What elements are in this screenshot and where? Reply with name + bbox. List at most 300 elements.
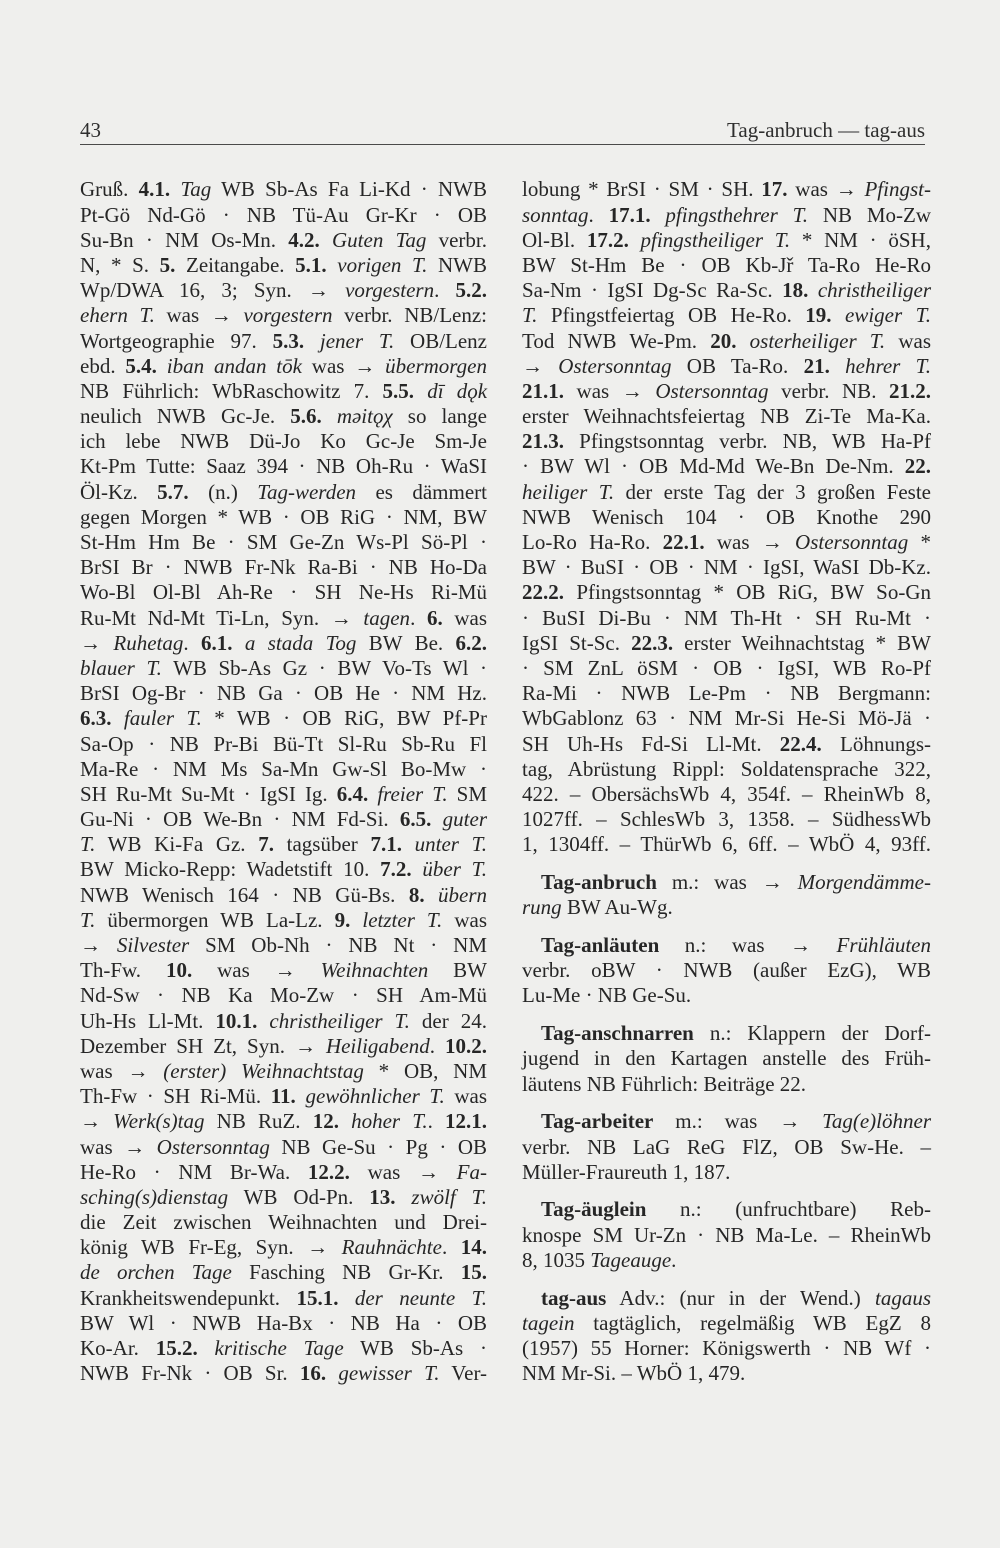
bold-text: 21. <box>803 353 830 378</box>
italic-text: mǝitǫχ <box>336 404 393 429</box>
text-run: NWB Wenisch 164 · NB Gü-Bs. <box>80 882 409 907</box>
text-run: n.: was → <box>659 933 837 958</box>
italic-text: kritische Tage <box>214 1336 344 1361</box>
text-line <box>522 1160 931 1185</box>
text-run: WB Sb-As Gz · BW Vo-Ts Wl · <box>161 655 488 680</box>
text-run: Lo-Ro Ha-Ro. <box>522 530 663 555</box>
text-run: SH Uh-Hs Fd-Si Ll-Mt. <box>522 731 780 756</box>
text-line <box>80 1109 487 1134</box>
text-run: N, * S. <box>80 252 160 277</box>
text-run <box>808 278 817 302</box>
italic-text: vorgestern <box>345 278 435 303</box>
text-line <box>522 983 931 1008</box>
text-run: verbr. NB. <box>768 378 889 403</box>
entry-list <box>522 870 931 1386</box>
text-run: lobung * BrSI · SM · SH. <box>522 177 762 202</box>
text-line <box>80 278 487 303</box>
bold-text: 5.5. <box>382 378 415 403</box>
text-run: tagtäglich, regelmäßig WB EgZ 8 <box>574 1310 931 1335</box>
text-line <box>80 580 487 605</box>
text-line <box>522 656 931 681</box>
text-line <box>80 329 487 354</box>
text-run: m.: was → <box>656 870 798 895</box>
bold-text: 6.2. <box>455 630 488 655</box>
text-run <box>304 329 320 353</box>
bold-text: 18. <box>782 278 809 303</box>
bold-text: 7.1. <box>370 832 402 857</box>
text-run: Dezember SH Zt, Syn. → <box>80 1033 326 1058</box>
text-run: WB Ki-Fa Gz. <box>95 832 259 857</box>
bold-text: 20. <box>710 328 737 353</box>
text-line <box>80 1311 487 1336</box>
text-line <box>522 606 931 631</box>
bold-text: 12.2. <box>307 1159 350 1184</box>
text-line <box>80 303 487 328</box>
italic-text: Heiligabend <box>325 1033 430 1058</box>
text-line <box>522 1072 931 1097</box>
bold-text: 22.1. <box>662 530 705 555</box>
bold-text: 12.1. <box>445 1109 487 1134</box>
text-run: WbGablonz 63 · NM Mr-Si He-Si Mö-Jä · <box>522 706 931 731</box>
text-line <box>80 1361 487 1386</box>
italic-text: Tageauge <box>590 1247 672 1272</box>
text-run <box>170 177 180 201</box>
text-line <box>522 782 931 807</box>
text-run: n.: Klappern der Dorf- <box>693 1021 931 1046</box>
text-line <box>80 253 487 278</box>
text-run <box>431 807 442 831</box>
dictionary-entry <box>522 1197 931 1273</box>
text-line <box>80 1034 487 1059</box>
italic-text: a stada Tog <box>244 630 357 655</box>
bold-text: 5.6. <box>290 404 322 429</box>
text-run: Löhnungs- <box>821 731 931 756</box>
text-line <box>80 908 487 933</box>
text-run: 8, 1035 <box>522 1247 591 1272</box>
italic-text: vorigen T. <box>337 252 428 277</box>
text-run: was <box>444 1084 488 1109</box>
text-run <box>368 782 377 806</box>
entry-headword: Tag-anbruch <box>541 870 657 895</box>
bold-text: 22. <box>904 454 931 479</box>
text-line <box>522 278 931 303</box>
bold-text: 21.1. <box>522 378 564 403</box>
italic-text: gewöhnlicher T. <box>305 1084 445 1109</box>
text-run: BW St-Hm Be · OB Kb-Jř Ta-Ro He-Ro <box>522 252 931 277</box>
italic-text: hoher T. <box>351 1109 428 1134</box>
italic-text: christheiliger <box>817 278 931 303</box>
text-run: was → <box>80 1134 157 1159</box>
text-line <box>80 1260 487 1285</box>
text-run <box>402 832 415 856</box>
text-run: . <box>183 630 201 655</box>
text-line <box>522 303 931 328</box>
text-run: Pfingstsonntag verbr. NB, WB Ha-Pf <box>564 429 931 454</box>
bold-text: 5. <box>159 252 176 277</box>
italic-text: ewiger T. <box>845 303 931 328</box>
italic-text: Weihnachten <box>320 958 429 983</box>
italic-text: Ostersonntag <box>156 1134 270 1159</box>
italic-text: unter T. <box>414 832 487 857</box>
text-run: NB Mo-Zw <box>808 202 931 227</box>
text-line <box>80 1185 487 1210</box>
text-run: OB/Lenz <box>394 328 488 353</box>
italic-text: der neunte T. <box>354 1285 487 1310</box>
text-line <box>80 606 487 631</box>
text-run <box>257 1009 269 1033</box>
text-run: Wp/DWA 16, 3; Syn. → <box>80 278 346 303</box>
running-head: Tag-anbruch — tag-aus <box>727 118 925 142</box>
text-run: . <box>588 202 609 227</box>
text-run: Pt-Gö Nd-Gö · NB Tü-Au Gr-Kr · OB <box>80 202 487 227</box>
text-line <box>80 429 487 454</box>
italic-text: letzter T. <box>362 907 443 932</box>
text-run <box>651 203 666 227</box>
text-run: gegen Morgen * WB · OB RiG · NM, BW <box>80 504 487 529</box>
text-run: WB Sb-As · <box>343 1336 487 1361</box>
text-line <box>522 1135 931 1160</box>
text-run: jugend in den Kartagen anstelle des Früh- <box>522 1046 931 1071</box>
text-run: 422. – ObersächsWb 4, 354f. – RheinWb 8, <box>522 781 931 806</box>
text-run: . <box>410 605 427 630</box>
italic-text: sonntag <box>522 202 589 227</box>
bold-text: 10.1. <box>215 1008 258 1033</box>
italic-text: de orchen Tage <box>80 1260 232 1285</box>
text-run: verbr. NB/Lenz: <box>332 303 488 328</box>
italic-text: blauer T. <box>80 655 162 680</box>
text-run <box>832 303 845 327</box>
bold-text: 15.1. <box>296 1285 339 1310</box>
text-line <box>80 454 487 479</box>
text-line <box>80 832 487 857</box>
text-line <box>80 1336 487 1361</box>
text-run: verbr. oBW · NWB (außer EzG), WB <box>522 958 931 983</box>
bold-text: 10.2. <box>445 1033 487 1058</box>
entry-continuation <box>522 177 931 857</box>
bold-text: 17.1. <box>608 202 651 227</box>
text-line <box>522 580 931 605</box>
text-run <box>112 706 124 730</box>
text-run: ebd. <box>80 353 126 378</box>
text-line <box>522 555 931 580</box>
text-run: Sa-Op · NB Pr-Bi Bü-Tt Sl-Ru Sb-Ru Fl <box>80 731 487 756</box>
text-run <box>339 1109 351 1133</box>
italic-text: (erster) Weihnachtstag <box>163 1058 364 1083</box>
text-run: Ru-Mt Nd-Mt Ti-Ln, Syn. → <box>80 605 364 630</box>
text-run: He-Ro · NM Br-Wa. <box>80 1159 308 1184</box>
bold-text: 5.4. <box>125 353 157 378</box>
text-line <box>522 933 931 958</box>
text-line <box>522 454 931 479</box>
text-run: knospe SM Ur-Zn · NB Ma-Le. – RheinWb <box>522 1222 931 1247</box>
text-run: . <box>434 278 456 303</box>
text-line <box>522 354 931 379</box>
text-run: . <box>671 1247 677 1272</box>
page-header <box>80 117 925 143</box>
text-line <box>80 1160 487 1185</box>
text-run: Gruß. <box>80 177 139 202</box>
text-run: was → <box>192 958 321 983</box>
text-run: was <box>885 328 932 353</box>
entry-headword: Tag-arbeiter <box>541 1109 654 1134</box>
text-run: was → <box>564 378 656 403</box>
text-run: Ol-Bl. <box>522 227 587 252</box>
text-run <box>322 404 337 428</box>
text-run <box>425 883 438 907</box>
text-run: Pfingstfeiertag OB He-Ro. <box>537 303 806 328</box>
text-line <box>522 253 931 278</box>
italic-text: rung <box>522 895 562 920</box>
text-line <box>80 203 487 228</box>
text-run <box>327 253 338 277</box>
text-run <box>157 354 167 378</box>
italic-text: dī dǫk <box>427 378 488 403</box>
text-line <box>80 480 487 505</box>
text-run: . <box>427 1109 445 1134</box>
text-run: WB Od-Pn. <box>228 1184 370 1209</box>
text-line <box>522 757 931 782</box>
bold-text: 5.7. <box>157 479 189 504</box>
bold-text: 6.4. <box>336 781 369 806</box>
text-line <box>522 1311 931 1336</box>
dictionary-entry <box>522 1109 931 1185</box>
text-run: Ra-Mi · NWB Le-Pm · NB Bergmann: <box>522 681 931 706</box>
italic-text: pfingsthehrer T. <box>665 202 809 227</box>
text-run <box>396 1185 412 1209</box>
text-line <box>80 1286 487 1311</box>
text-line <box>80 177 487 202</box>
text-run: Su-Bn · NM Os-Mn. <box>80 227 289 252</box>
text-line <box>80 555 487 580</box>
text-run: NWB <box>427 252 487 277</box>
italic-text: T. <box>522 303 538 328</box>
text-run: NM Mr-Si. – WbÖ 1, 479. <box>522 1361 746 1386</box>
text-run: Zeitangabe. <box>175 252 296 277</box>
text-line <box>80 1210 487 1235</box>
bold-text: 9. <box>334 907 351 932</box>
italic-text: tagaus <box>874 1285 931 1310</box>
bold-text: 5.2. <box>455 278 488 303</box>
text-line <box>80 1135 487 1160</box>
italic-text: Morgendämme- <box>797 870 931 895</box>
bold-text: 16. <box>299 1361 327 1386</box>
bold-text: 17. <box>761 177 788 202</box>
text-line <box>80 1059 487 1084</box>
text-line <box>80 1084 487 1109</box>
text-line <box>80 807 487 832</box>
text-line <box>80 958 487 983</box>
text-run: was → <box>301 353 386 378</box>
text-run: was → <box>787 177 865 202</box>
text-line <box>522 1109 931 1134</box>
bold-text: 17.2. <box>586 227 629 252</box>
italic-text: iban andan tōk <box>166 353 302 378</box>
text-line <box>80 857 487 882</box>
text-run: Tod NWB We-Pm. <box>522 328 711 353</box>
text-run <box>414 379 427 403</box>
text-run: NWB Fr-Nk · OB Sr. <box>80 1361 300 1386</box>
text-run: tag, Abrüstung Rippl: Soldatensprache 322, <box>522 756 931 781</box>
text-run: * <box>908 530 931 555</box>
italic-text: jener T. <box>319 328 395 353</box>
bold-text: 6.1. <box>200 630 233 655</box>
text-run: Adv.: (nur in der Wend.) <box>606 1285 875 1310</box>
dictionary-entry <box>522 1021 931 1097</box>
text-line <box>80 933 487 958</box>
text-line <box>522 681 931 706</box>
italic-text: Ostersonntag <box>558 353 672 378</box>
text-run: (n.) <box>188 479 258 504</box>
text-line <box>80 732 487 757</box>
header-rule <box>80 144 925 145</box>
text-run: SH Ru-Mt Su-Mt · IgSI Ig. <box>80 781 337 806</box>
text-line <box>80 505 487 530</box>
text-line <box>80 706 487 731</box>
text-run <box>320 228 332 252</box>
italic-text: Tag-werden <box>257 479 357 504</box>
text-run: Th-Fw · SH Ri-Mü. <box>80 1084 271 1109</box>
italic-text: hehrer T. <box>845 353 932 378</box>
text-run: ich lebe NWB Dü-Jo Ko Gc-Je Sm-Je <box>80 429 487 454</box>
text-line <box>522 404 931 429</box>
text-run: . <box>441 1235 461 1260</box>
italic-text: freier T. <box>377 781 448 806</box>
text-line <box>80 404 487 429</box>
text-run: 1027ff. – SchlesWb 3, 1358. – SüdhessWb <box>522 807 931 832</box>
text-run: Ver- <box>439 1361 488 1386</box>
text-run: BW Micko-Repp: Wadetstift 10. <box>80 857 381 882</box>
text-line <box>522 429 931 454</box>
text-line <box>522 1336 931 1361</box>
text-line <box>80 681 487 706</box>
italic-text: übermorgen <box>385 353 487 378</box>
italic-text: pfingstheiliger T. <box>640 227 791 252</box>
text-line <box>80 354 487 379</box>
text-run: verbr. NB LaG ReG FlZ, OB Sw-He. – <box>522 1134 931 1159</box>
text-run: tagsüber <box>273 832 371 857</box>
text-run: Wo-Bl Ol-Bl Ah-Re · SH Ne-Hs Ri-Mü <box>80 580 487 605</box>
text-line <box>80 656 487 681</box>
text-run: IgSI St-Sc. <box>522 630 632 655</box>
text-run: Gu-Ni · OB We-Bn · NM Fd-Si. <box>80 807 400 832</box>
italic-text: T. <box>80 907 96 932</box>
text-run: übermorgen WB La-Lz. <box>95 907 335 932</box>
italic-text: ehern T. <box>80 303 155 328</box>
text-run: so lange <box>392 404 488 429</box>
text-run <box>296 1084 306 1108</box>
text-line <box>522 203 931 228</box>
text-run: Ma-Re · NM Ms Sa-Mn Gw-Sl Bo-Mw · <box>80 756 487 781</box>
text-run <box>326 1361 338 1385</box>
italic-text: christheiliger T. <box>269 1008 410 1033</box>
text-line <box>522 1046 931 1071</box>
text-run: SM <box>447 781 488 806</box>
text-line <box>522 1223 931 1248</box>
italic-text: Ostersonntag <box>655 378 769 403</box>
text-run: was → <box>154 303 244 328</box>
text-run: (1957) 55 Horner: Königswerth · NB Wf · <box>522 1336 931 1361</box>
italic-text: sching(s)dienstag <box>80 1184 229 1209</box>
bold-text: 15. <box>460 1260 487 1285</box>
bold-text: 22.4. <box>779 731 822 756</box>
dictionary-entry <box>522 1286 931 1387</box>
bold-text: 14. <box>460 1235 487 1260</box>
italic-text: Silvester <box>116 933 190 958</box>
text-run: Ko-Ar. <box>80 1336 156 1361</box>
dictionary-entry <box>522 870 931 920</box>
text-run: Krankheitswendepunkt. <box>80 1285 297 1310</box>
text-run: es dämmert <box>356 479 487 504</box>
text-run: . <box>429 1033 445 1058</box>
text-run: BrSI Og-Br · NB Ga · OB He · NM Hz. <box>80 681 487 706</box>
italic-text: Tag(e)löhner <box>822 1109 931 1134</box>
bold-text: 4.2. <box>288 227 320 252</box>
text-line <box>80 1235 487 1260</box>
text-run: NWB Wenisch 104 · OB Knothe 290 <box>522 504 931 529</box>
left-column <box>80 177 487 1386</box>
text-line <box>80 379 487 404</box>
text-line <box>522 379 931 404</box>
italic-text: Fa- <box>456 1159 487 1184</box>
text-line <box>522 807 931 832</box>
text-run <box>338 1286 354 1310</box>
text-run: BW Wl · NWB Ha-Bx · NB Ha · OB <box>80 1310 487 1335</box>
text-line <box>80 1009 487 1034</box>
text-line <box>522 505 931 530</box>
text-line <box>522 832 931 857</box>
text-run: n.: (unfruchtbare) Reb- <box>646 1197 931 1222</box>
text-run: BW · BuSI · OB · NM · IgSI, WaSI Db-Kz. <box>522 555 931 580</box>
text-run: Th-Fw. <box>80 958 166 983</box>
italic-text: Ruhetag <box>113 630 184 655</box>
bold-text: 7.2. <box>380 857 412 882</box>
page-number: 43 <box>80 118 101 142</box>
text-run <box>232 631 244 655</box>
text-run: NB Ge-Su · Pg · OB <box>269 1134 487 1159</box>
text-run: → <box>522 353 559 378</box>
text-run: 1, 1304ff. – ThürWb 6, 6ff. – WbÖ 4, 93ff. <box>522 832 931 857</box>
text-run: Kt-Pm Tutte: Saaz 394 · NB Oh-Ru · WaSI <box>80 454 487 479</box>
text-run: → <box>80 933 117 958</box>
bold-text: 6. <box>426 605 443 630</box>
entry-headword: Tag-anläuten <box>541 933 660 958</box>
text-line <box>522 1021 931 1046</box>
entry-headword: Tag-äuglein <box>541 1197 647 1222</box>
text-run <box>830 354 845 378</box>
text-line <box>522 228 931 253</box>
text-run: der 24. <box>409 1008 487 1033</box>
text-run: Pfingstsonntag * OB RiG, BW So-Gn <box>564 580 931 605</box>
right-column <box>522 177 931 1386</box>
text-run: · SM ZnL öSM · OB · IgSI, WB Ro-Pf <box>522 655 931 680</box>
bold-text: 22.3. <box>631 630 674 655</box>
text-run: NB Führlich: WbRaschowitz 7. <box>80 378 383 403</box>
text-line <box>522 1286 931 1311</box>
italic-text: übern <box>438 882 488 907</box>
italic-text: Guten Tag <box>332 227 427 252</box>
text-run: BW Be. <box>356 630 456 655</box>
text-line <box>522 870 931 895</box>
text-run <box>350 908 362 932</box>
italic-text: gewisser T. <box>338 1361 440 1386</box>
text-line <box>80 530 487 555</box>
text-run: verbr. <box>426 227 487 252</box>
bold-text: 13. <box>369 1184 396 1209</box>
bold-text: 4.1. <box>138 177 171 202</box>
text-line <box>80 631 487 656</box>
text-line <box>522 732 931 757</box>
text-run <box>198 1336 215 1360</box>
